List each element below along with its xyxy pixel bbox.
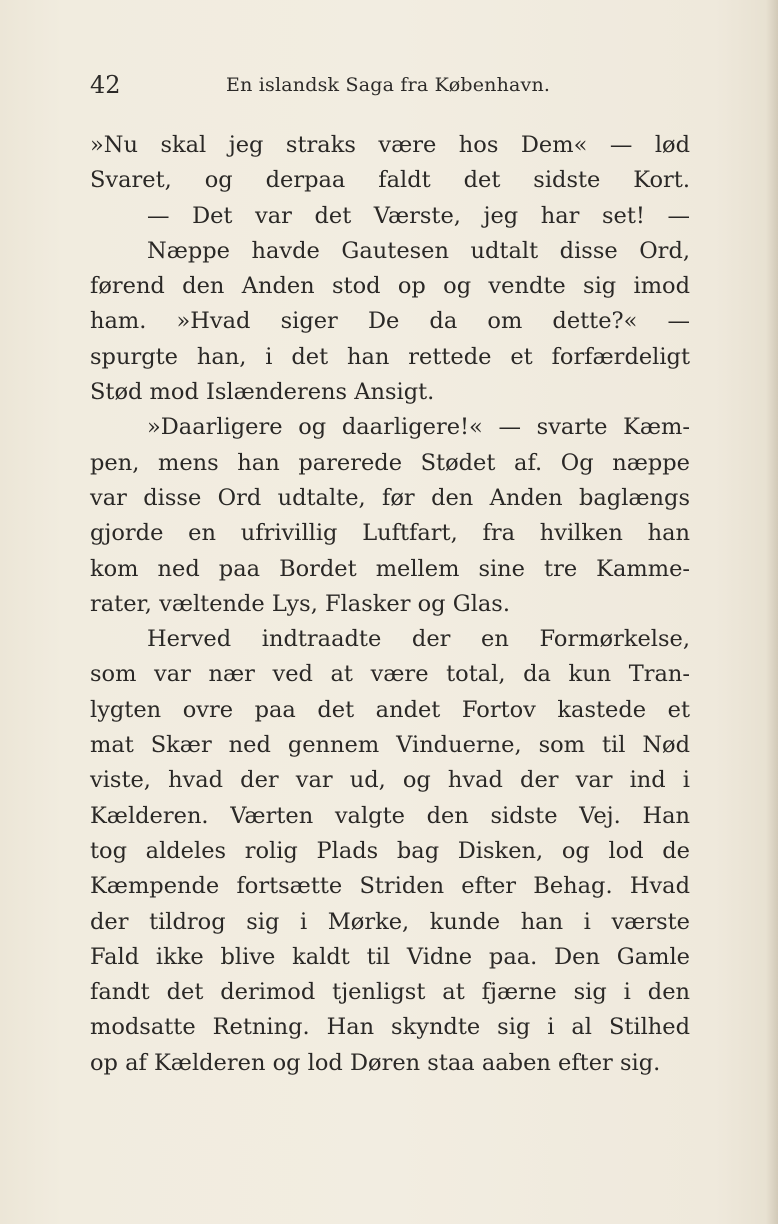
text-line: Svaret, og derpaa faldt det sidste Kort.	[90, 167, 690, 194]
text-line: lygten ovre paa det andet Fortov kastede et	[90, 696, 690, 723]
text-line: Kæmpende fortsætte Striden efter Behag. Hvad	[90, 873, 690, 900]
text-line: Herved indtraadte der en Formørkelse,	[147, 626, 690, 653]
text-line: som var nær ved at være total, da kun Tran-	[90, 661, 690, 688]
text-line: tog aldeles rolig Plads bag Disken, og lod de	[90, 837, 690, 864]
text-line: fandt det derimod tjenligst at fjærne sig i den	[90, 979, 690, 1006]
body-text	[90, 128, 690, 1081]
text-line: »Daarligere og daarligere!« — svarte Kæm-	[147, 414, 690, 441]
page-number: 42	[90, 71, 121, 99]
text-line: »Nu skal jeg straks være hos Dem« — lød	[90, 132, 690, 158]
text-line: spurgte han, i det han rettede et forfærdeligt	[90, 343, 690, 370]
page-edge-shadow	[766, 0, 778, 1224]
running-head: En islandsk Saga fra København.	[226, 74, 551, 96]
text-line: op af Kælderen og lod Døren staa aaben efter sig.	[90, 1049, 661, 1076]
text-line: gjorde en ufrivillig Luftfart, fra hvilken han	[90, 520, 690, 547]
text-line: var disse Ord udtalte, før den Anden baglængs	[90, 484, 690, 511]
text-line: kom ned paa Bordet mellem sine tre Kamme-	[90, 555, 690, 582]
text-line: Fald ikke blive kaldt til Vidne paa. Den Gamle	[90, 943, 690, 970]
text-line: Stød mod Islænderens Ansigt.	[90, 379, 435, 406]
text-line: rater, væltende Lys, Flasker og Glas.	[90, 590, 511, 617]
text-line: førend den Anden stod op og vendte sig imod	[90, 273, 690, 300]
text-line: — Det var det Værste, jeg har set! —	[147, 202, 690, 229]
text-line: der tildrog sig i Mørke, kunde han i værste	[90, 908, 690, 935]
text-line: mat Skær ned gennem Vinduerne, som til Nød	[90, 732, 690, 759]
text-line: pen, mens han parerede Stødet af. Og næppe	[90, 449, 690, 476]
text-line: modsatte Retning. Han skyndte sig i al Stilhed	[90, 1014, 690, 1041]
text-line: viste, hvad der var ud, og hvad der var ind i	[90, 767, 690, 794]
text-line: Næppe havde Gautesen udtalt disse Ord,	[147, 237, 690, 264]
text-line: Kælderen. Værten valgte den sidste Vej. Han	[90, 802, 690, 829]
text-line: ham. »Hvad siger De da om dette?« —	[90, 308, 690, 335]
page-header	[90, 70, 690, 100]
